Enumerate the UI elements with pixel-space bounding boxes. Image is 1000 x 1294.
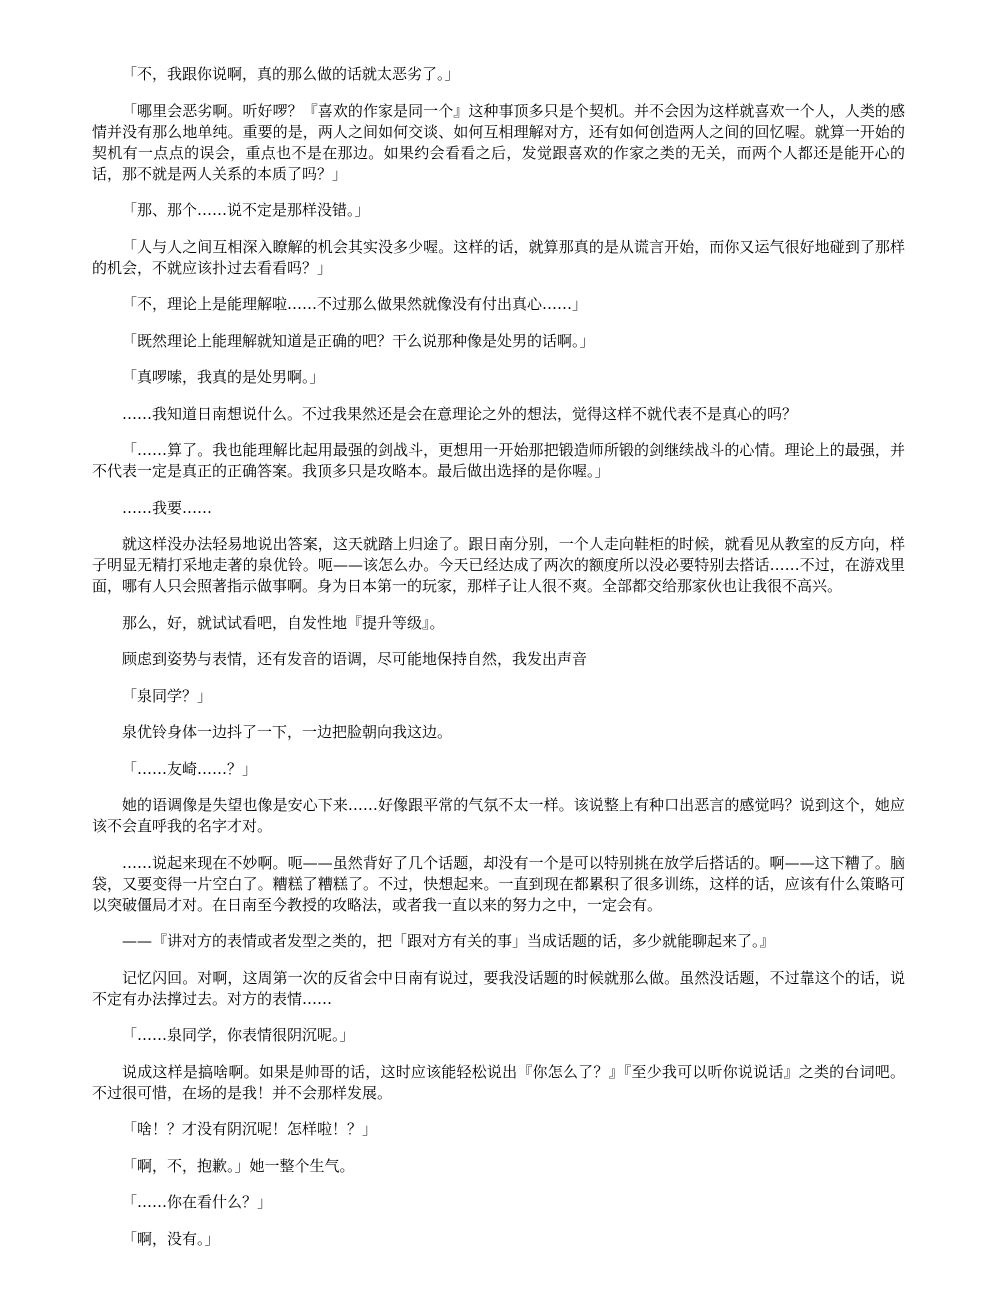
paragraph: 记忆闪回。对啊，这周第一次的反省会中日南有说过，要我没话题的时候就那么做。虽然没话题，不过靠这个的话，说不定有办法撑过去。对方的表情…… [92, 968, 905, 1008]
paragraph: 她的语调像是失望也像是安心下来……好像跟平常的气氛不太一样。该说整上有种口出恶言的感觉吗？说到这个，她应该不会直呼我的名字才对。 [92, 796, 905, 835]
paragraph: 「那、那个……说不定是那样没错。」 [122, 201, 370, 219]
paragraph: 那么，好，就试试看吧，自发性地『提升等级』。 [122, 613, 445, 632]
paragraph: 「泉同学？」 [122, 686, 213, 705]
paragraph: ……我要…… [122, 498, 213, 517]
paragraph: ——『讲对方的表情或者发型之类的，把「跟对方有关的事」当成话题的话，多少就能聊起来了。』 [122, 932, 775, 950]
paragraph: 就这样没办法轻易地说出答案，这天就踏上归途了。跟日南分别，一个人走向鞋柜的时候，就看见从教室的反方向，样子明显无精打采地走著的泉优铃。呃——该怎么办。今天已经达成了两次的额度所以没必要特别去搭话……不过，在游戏里面，哪有人只会照著指示做事啊。身为日本第一的玩家，那样子让人很不爽。全部都交给那家伙也让我很不高兴。 [92, 535, 905, 595]
paragraph: 说成这样是搞啥啊。如果是帅哥的话，这时应该能轻松说出『你怎么了？』『至少我可以听你说说话』之类的台词吧。不过很可惜，在场的是我！并不会那样发展。 [92, 1062, 905, 1102]
paragraph: 「……算了。我也能理解比起用最强的剑战斗，更想用一开始那把锻造师所锻的剑继续战斗的心情。理论上的最强，并不代表一定是真正的正确答案。我顶多只是攻略本。最后做出选择的是你喔。」 [92, 441, 905, 480]
paragraph: 「……你在看什么？」 [122, 1193, 273, 1211]
paragraph: 「不，我跟你说啊，真的那么做的话就太恶劣了。」 [122, 65, 460, 83]
paragraph: 「人与人之间互相深入瞭解的机会其实没多少喔。这样的话，就算那真的是从谎言开始，而你又运气很好地碰到了那样的机会，不就应该扑过去看看吗？」 [92, 237, 905, 277]
paragraph: 「……泉同学，你表情很阴沉呢。」 [122, 1026, 355, 1044]
paragraph: ……我知道日南想说什么。不过我果然还是会在意理论之外的想法，觉得这样不就代表不是真心的吗？ [122, 404, 798, 423]
paragraph: 泉优铃身体一边抖了一下，一边把脸朝向我这边。 [122, 723, 453, 741]
paragraph: 「……友崎……？」 [122, 759, 258, 778]
paragraph: 「啊，不，抱歉。」她一整个生气。 [122, 1156, 355, 1175]
paragraph: 「啥！？才没有阴沉呢！怎样啦！？」 [122, 1120, 378, 1138]
paragraph: 「不，理论上是能理解啦……不过那么做果然就像没有付出真心……」 [122, 295, 588, 313]
paragraph: ……说起来现在不妙啊。呃——虽然背好了几个话题，却没有一个是可以特别挑在放学后搭话的。啊——这下糟了。脑袋，又要变得一片空白了。糟糕了糟糕了。不过，快想起来。一直到现在都累积了很多训练，这样的话，应该有什么策略可以突破僵局才对。在日南至今教授的攻略法，或者我一直以来的努力之中，一定会有。 [92, 853, 905, 914]
paragraph: 顾虑到姿势与表情，还有发音的语调，尽可能地保持自然，我发出声音 [122, 650, 588, 668]
paragraph: 「哪里会恶劣啊。听好啰？『喜欢的作家是同一个』这种事顶多只是个契机。并不会因为这样就喜欢一个人，人类的感情并没有那么地单纯。重要的是，两人之间如何交谈、如何互相理解对方，还有如何创造两人之间的回忆喔。就算一开始的契机有一点点的误会，重点也不是在那边。如果约会看看之后，发觉跟喜欢的作家之类的无关，而两个人都还是能开心的话，那不就是两人关系的本质了吗？」 [92, 101, 905, 183]
paragraph: 「啊，没有。」 [122, 1229, 220, 1248]
paragraph: 「既然理论上能理解就知道是正确的吧？干么说那种像是处男的话啊。」 [122, 331, 595, 350]
paragraph: 「真啰嗦，我真的是处男啊。」 [122, 368, 325, 386]
